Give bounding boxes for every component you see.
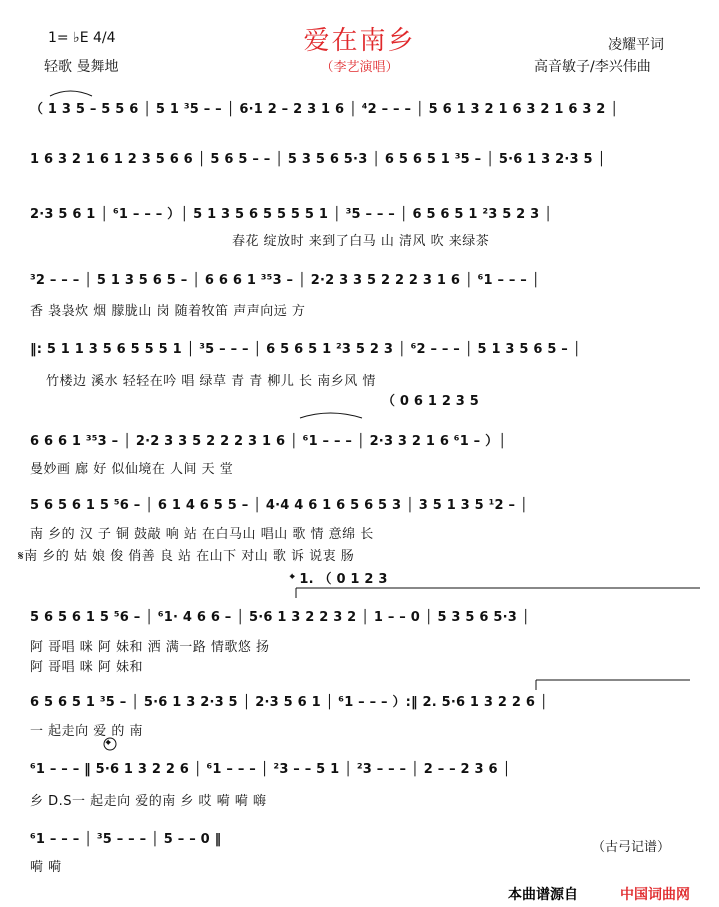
key-signature: 1= ♭E 4/4 [48, 30, 116, 46]
score-line-1: （ 1 3 5 – 5 5 6 │ 5 1 ³5 – – │ 6·1 2 – 2 3 1 6 │ ⁴2 – – – │ 5 6 1 3 2 1 6 3 2 1 6 3 2 │ [30, 102, 619, 117]
score-line-5: ‖: 5 1 1 3 5 6 5 5 5 1 │ ³5 – – – │ 6 5 6 5 1 ²3 5 2 3 │ ⁶2 – – – │ 5 1 3 5 6 5 – │ [30, 342, 581, 357]
singer-credit: （李艺演唱） [320, 60, 399, 75]
coda-circle [104, 738, 116, 750]
score-line-2: 1 6 3 2 1 6 1 2 3 5 6 6 │ 5 6 5 – – │ 5 3 5 6 5·3 │ 6 5 6 5 1 ³5 – │ 5·6 1 3 2·3 5 │ [30, 152, 606, 167]
composer-credit: 高音敏子/李兴伟曲 [534, 59, 651, 75]
lyric-line-6: 曼妙画 廊 好 似仙境在 人间 天 堂 [30, 462, 234, 477]
lyric-line-11: 嗬 嗬 [30, 860, 62, 875]
lyric-line-7a: 南 乡的 汉 子 铜 鼓敲 响 站 在白马山 唱山 歌 情 意绵 长 [30, 527, 374, 542]
score-line-11: ⁶1 – – – │ ³5 – – – │ 5 – – 0 ‖ [30, 832, 222, 847]
score-line-6: 6 6 6 1 ³⁵3 – │ 2·2 3 3 5 2 2 2 3 1 6 │ ⁶1 – – – │ 2·3 3 2 1 6 ⁶1 – ）│ [30, 434, 507, 449]
score-line-8-markers: 𝄌 1. （ 0 1 2 3 [290, 572, 388, 587]
song-title: 爱在南乡 [303, 26, 416, 56]
lyric-line-8b: 阿 哥唱 咪 阿 妹和 [30, 660, 144, 675]
lyric-line-3: 春花 绽放时 来到了白马 山 清风 吹 来绿茶 [232, 234, 490, 249]
score-line-7: 5 6 5 6 1 5 ⁵6 – │ 6 1 4 6 5 5 – │ 4·4 4 6 1 6 5 6 5 3 │ 3 5 1 3 5 ¹2 – │ [30, 498, 528, 513]
lyric-line-4: 香 袅袅炊 烟 朦胧山 岗 随着牧笛 声声向远 方 [30, 304, 306, 319]
slur-1 [50, 91, 92, 96]
score-line-8: 5 6 5 6 1 5 ⁵6 – │ ⁶1· 4 6 6 – │ 5·6 1 3 2 2 3 2 │ 1 – – 0 │ 5 3 5 6 5·3 │ [30, 610, 530, 625]
slur-2 [300, 413, 362, 418]
lyric-line-10: 乡 D.S一 起走向 爱的南 乡 哎 嗬 嗬 嗨 [30, 794, 267, 809]
score-line-4: ³2 – – – │ 5 1 3 5 6 5 – │ 6 6 6 1 ³⁵3 – │ 2·2 3 3 5 2 2 2 3 1 6 │ ⁶1 – – – │ [30, 273, 540, 288]
score-line-10: ⁶1 – – – ‖ 5·6 1 3 2 2 6 │ ⁶1 – – – │ ²3 – – 5 1 │ ²3 – – – │ 2 – – 2 3 6 │ [30, 762, 511, 777]
transcriber-credit: （古弓记谱） [592, 840, 671, 855]
lyric-line-8a: 阿 哥唱 咪 阿 妹和 洒 满一路 情歌悠 扬 [30, 640, 270, 655]
score-line-9: 6 5 6 5 1 ³5 – │ 5·6 1 3 2·3 5 │ 2·3 5 6 1 │ ⁶1 – – – ）:‖ 2. 5·6 1 3 2 2 6 │ [30, 695, 548, 710]
tempo-style: 轻歌 曼舞地 [44, 59, 119, 75]
lyric-line-5: 竹楼边 溪水 轻轻在吟 唱 绿草 青 青 柳儿 长 南乡风 情 [46, 374, 376, 389]
lyric-line-7b: 𝄋南 乡的 姑 娘 俊 俏善 良 站 在山下 对山 歌 诉 说衷 肠 [18, 549, 355, 564]
score-line-3: 2·3 5 6 1 │ ⁶1 – – – ）│ 5 1 3 5 6 5 5 5 5 1 │ ³5 – – – │ 6 5 6 5 1 ²3 5 2 3 │ [30, 207, 553, 222]
lyricist-credit: 凌耀平词 [608, 37, 664, 53]
source-prefix: 本曲谱源自 [508, 887, 578, 903]
source-site-link[interactable]: 中国词曲网 [620, 887, 690, 903]
lyric-line-9: 一 起走向 爱 的 南 [30, 724, 144, 739]
coda-marker: 𝄌 [106, 738, 111, 753]
score-line-5b: （ 0 6 1 2 3 5 [382, 394, 480, 409]
